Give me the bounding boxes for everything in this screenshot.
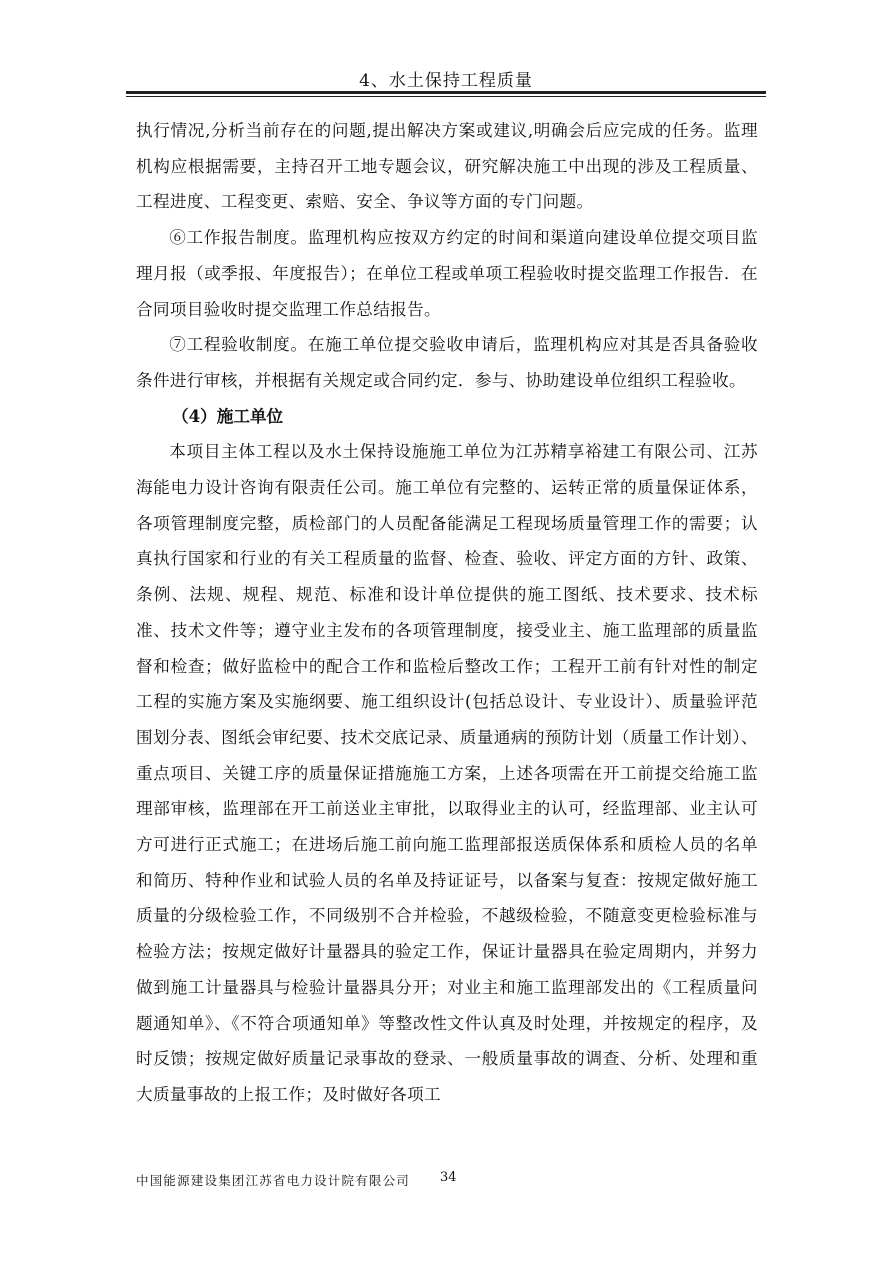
page-header-title: 4、水土保持工程质量: [359, 71, 533, 91]
document-body: [136, 113, 758, 1113]
paragraph-work-report-system: ⑥工作报告制度。监理机构应按双方约定的时间和渠道向建设单位提交项目监理月报（或季报、年度报告）；在单位工程或单项工程验收时提交监理工作报告．在合同项目验收时提交监理工作总结报告。: [136, 228, 758, 319]
section-heading-construction-unit: （4）施工单位: [172, 405, 284, 426]
header-rule-thick: [126, 91, 766, 94]
footer-page-number: 34: [440, 1170, 457, 1185]
paragraph-meeting-continuation: 执行情况,分析当前存在的问题,提出解决方案或建议,明确会后应完成的任务。监理机构应根据需要，主持召开工地专题会议，研究解决施工中出现的涉及工程质量、工程进度、工程变更、索赔、安全、争议等方面的专门问题。: [136, 121, 758, 212]
header-rule-thin: [126, 96, 766, 97]
footer-organization: 中国能源建设集团江苏省电力设计院有限公司: [136, 1173, 411, 1188]
paragraph-acceptance-system: ⑦工程验收制度。在施工单位提交验收申请后，监理机构应对其是否具备验收条件进行审核，并根据有关规定或合同约定．参与、协助建设单位组织工程验收。: [136, 335, 758, 390]
paragraph-construction-unit: 本项目主体工程以及水土保持设施施工单位为江苏精享裕建工有限公司、江苏海能电力设计咨询有限责任公司。施工单位有完整的、运转正常的质量保证体系，各项管理制度完整，质检部门的人员配备能满足工程现场质量管理工作的需要；认真执行国家和行业的有关工程质量的监督、检查、验收、评定方面的方针、政策、条例、法规、规程、规范、标准和设计单位提供的施工图纸、技术要求、技术标准、技术文件等；遵守业主发布的各项管理制度，接受业主、施工监理部的质量监督和检查；做好监检中的配合工作和监检后整改工作；工程开工前有针对性的制定工程的实施方案及实施纲要、施工组织设计(包括总设计、专业设计）、质量验评范围划分表、图纸会审纪要、技术交底记录、质量通病的预防计划（质量工作计划）、重点项目、关键工序的质量保证措施施工方案，上述各项需在开工前提交给施工监理部审核，监理部在开工前送业主审批，以取得业主的认可，经监理部、业主认可方可进行正式施工；在进场后施工前向施工监理部报送质保体系和质检人员的名单和简历、特种作业和试验人员的名单及持证证号，以备案与复查：按规定做好施工质量的分级检验工作，不同级别不合并检验，不越级检验，不随意变更检验标准与检验方法；按规定做好计量器具的验定工作，保证计量器具在验定周期内，并努力做到施工计量器具与检验计量器具分开；对业主和施工监理部发出的《工程质量问题通知单》、《不符合项通知单》等整改性文件认真及时处理，并按规定的程序，及时反馈；按规定做好质量记录事故的登录、一般质量事故的调查、分析、处理和重大质量事故的上报工作；及时做好各项工: [136, 442, 758, 1104]
